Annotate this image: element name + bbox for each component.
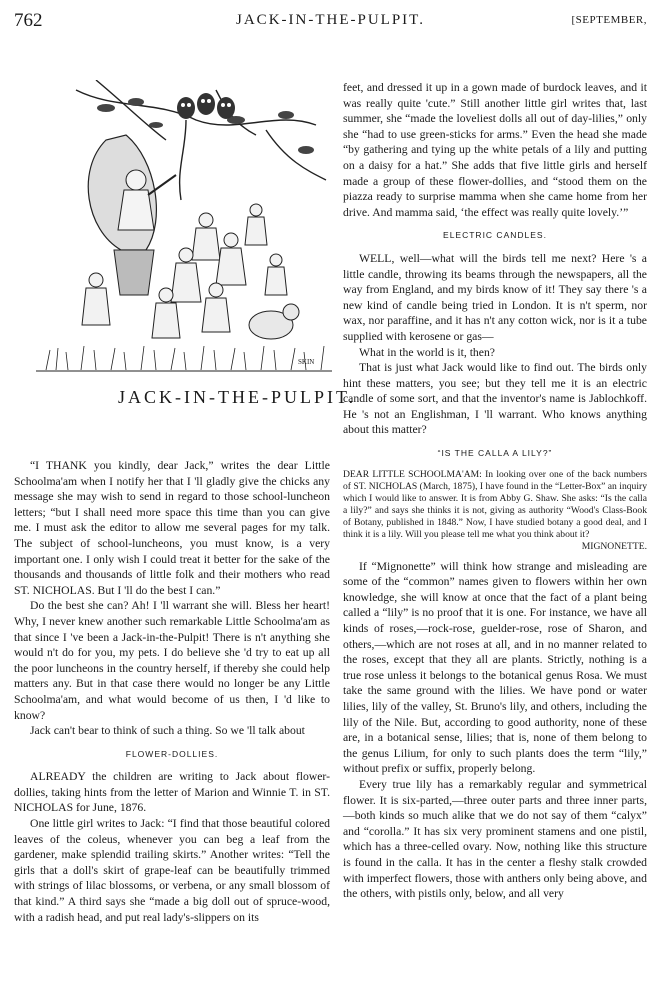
letter-signature: MIGNONETTE. — [581, 540, 647, 552]
page-number: 762 — [14, 10, 43, 31]
paragraph: ALREADY the children are writing to Jack about flower-dollies, taking hints from the letter of Marion and Winnie T. in ST. NICHOLAS for June, 1876. — [14, 770, 330, 815]
section-heading: FLOWER-DOLLIES. — [125, 748, 219, 759]
section-heading: “IS THE CALLA A LILY?” — [437, 448, 553, 459]
paragraph: “I THANK you kindly, dear Jack,” writes the dear Little Schoolma'am when I notify her that I 'll gladly give the chicks any message she may wish to send in regard to those school-luncheon letters; “but I shall need more space this time than you can give me. I must ask the editor to allow me several pages for my talk. The subject of school-luncheons, you must know, is a very important one. I only wish I could treat it better for the sake of the thousands and thousands of little folk and their mothers who read ST. NICHOLAS. But I 'll do the best I can.” — [14, 459, 330, 597]
letter-text: DEAR LITTLE SCHOOLMA'AM: In looking over one of the back numbers of ST. NICHOLAS (March, 1875), I have found in the “Letter-Box” an inquiry which I would like to answer. It is from Abby G. Shaw. She asks: “Is the calla a lily?” and says she thinks it is not, giving as authority “Wood's Class-Book of Botany, published in 1848.” Now, I have studied botany a good deal, and I think it is a lily. Will you please tell me what you think about it? — [343, 468, 647, 540]
paragraph: feet, and dressed it up in a gown made of burdock leaves, and it was really quite 'cute.” Still another little girl writes that, last summer, she “made the loveliest dolls all out of day-lilies,” only she “had to use green-sticks for arms.” Even the head she made “by gathering and tying up the white petals of a lily and putting on a daisy for a hat.” She adds that five little girls and herself made a group of these flower-dollies, and “stood them on the piazza ready to surprise mamma when she came home from her drive. And mamma said, ‘the effect was really quite lovely.’” — [343, 81, 647, 219]
page-header — [14, 10, 647, 34]
left-column — [14, 458, 330, 925]
paragraph: That is just what Jack would like to find out. The birds only hint these matters, you see; but they tell me it is an electric candle of some sort, and that the inventor's name is Jablochkoff. He 's not an Englishman, I 'll warrant. Who knows anything about this matter? — [343, 361, 647, 437]
paragraph: WELL, well—what will the birds tell me next? Here 's a little candle, throwing its beams through the newspapers, all the way from England, and my birds know of it! They say there 's a new kind of candle being tried in London. It is n't sperm, nor wax, nor paraffine, and it has n't any cotton wick, nor is it a tube supplied with kerosene or gas— — [343, 251, 647, 343]
issue-month: [SEPTEMBER, — [571, 14, 647, 26]
running-title: JACK-IN-THE-PULPIT. — [236, 12, 425, 28]
pulpit-illustration — [36, 80, 332, 378]
right-column — [343, 80, 647, 902]
section-heading: ELECTRIC CANDLES. — [443, 230, 547, 241]
paragraph: Do the best she can? Ah! I 'll warrant she will. Bless her heart! Why, I never knew another such remarkable Little Schoolma'am as that since I 've been a Jack-in-the-Pulpit! There is n't anything she would n't do for you, my pets. I do believe she 'd try to eat up all the poor luncheons in the country herself, if thereby she could help matters any. But in that case there would no longer be any Little Schoolma'am, and what would become of us then, I 'd like to know? — [14, 599, 330, 722]
paragraph: Every true lily has a remarkably regular and symmetrical flower. It is six-parted,—three outer parts and three inner parts,—both kinds so much alike that we do not say of them “calyx” and “corolla.” It has six very prominent stamens and one pistil, which has a three-celled ovary. Now, nothing like this structure is found in the calla. It has in the center a fleshy stalk crowded with imperfect flowers, those with anthers only being above, and the others, with pistils only, below, and all very — [343, 777, 647, 901]
paragraph: One little girl writes to Jack: “I find that those beautiful colored leaves of the coleus, whenever you can beg a leaf from the gardener, make splendid trailing skirts.” Another writes: “Tell the girls that a doll's skirt of grape-leaf can be beautifully trimmed with strings of lilac blossoms, or verbena, or any small blossom of that kind.” A third says she “made a big doll out of spruce-wood, with a radish head, and put real lady's-slippers on its — [14, 817, 330, 924]
paragraph: What in the world is it, then? — [359, 345, 495, 359]
artist-signature: SKIN — [298, 358, 315, 366]
reader-letter — [343, 469, 647, 553]
paragraph: Jack can't bear to think of such a thing. So we 'll talk about — [30, 724, 305, 738]
paragraph: If “Mignonette” will think how strange and misleading are some of the “common” names given to flowers within her own knowledge, she will know at once that the fact of a plant being called a “lily” is no proof that it is one. For instance, we have all kinds of roses,—rock-rose, guelder-rose, rose of Sharon, and others,—which are not roses at all, and in no manner related to the roses, except that they all are plants. Strictly, nothing is a true rose unless it belongs to the botanical genus Rosa. We must take the same ground with the lilies. We have pond or water lilies, lily of the valley, St. Bruno's lily, and others, including the lily of the Nile. But, according to good authority, none of these are, in a botanical sense, lilies; that is, none of them belong to the genus Lilium, for only to such plants does the term “lily,” without prefix or suffix, properly belong. — [343, 559, 647, 776]
main-title: JACK-IN-THE-PULPIT. — [118, 387, 357, 407]
